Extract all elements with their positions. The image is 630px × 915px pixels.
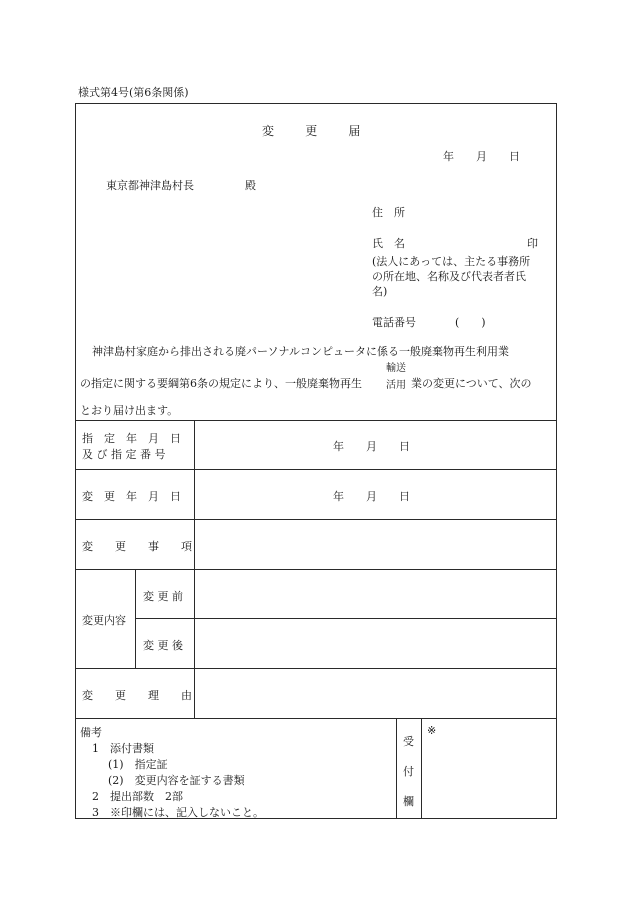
form-title: 変 更 届	[262, 124, 363, 138]
body-line3: とおり届け出ます。	[80, 404, 179, 417]
addressee-honorific: 殿	[245, 179, 256, 192]
row1-value: 年 月 日	[333, 440, 410, 453]
row2-value: 年 月 日	[333, 490, 410, 503]
reception-char3: 欄	[403, 795, 414, 808]
phone-label: 電話番号	[372, 316, 416, 329]
row1-label-b: 及 び 指 定 番 号	[82, 448, 166, 461]
form-number: 様式第4号(第6条関係)	[78, 86, 189, 99]
date-line: 年 月 日	[443, 150, 520, 163]
notes-item2: 2 提出部数 2部	[92, 790, 183, 803]
corporate-note-line2: の所在地、名称及び代表者者氏	[372, 270, 526, 283]
body-line1: 神津島村家庭から排出される廃パーソナルコンピュータに係る一般廃棄物再生利用業	[92, 345, 510, 358]
notes-item1: 1 添付書類	[92, 742, 154, 755]
notes-title: 備考	[80, 726, 102, 739]
row4-after-label: 変 更 後	[143, 639, 183, 652]
seal-mark: 印	[527, 237, 538, 250]
phone-parens: ( )	[455, 316, 486, 329]
address-label: 住 所	[372, 206, 405, 219]
notes-item1-sub2: (2) 変更内容を証する書類	[108, 774, 245, 787]
row5-label: 変 更 理 由	[82, 689, 192, 702]
row3-label: 変 更 事 項	[82, 540, 192, 553]
body-line2-after: 業の変更について、次の	[411, 377, 532, 390]
row2-label: 変 更 年 月 日	[82, 490, 181, 503]
corporate-note-line3: 名)	[372, 285, 388, 298]
row1-label-a: 指 定 年 月 日	[82, 432, 181, 445]
body-line2-before: の指定に関する要綱第6条の規定により、一般廃棄物再生	[80, 377, 362, 390]
furigana-bottom: 活用	[386, 380, 406, 391]
addressee: 東京都神津島村長	[106, 179, 194, 192]
notes-item1-sub1: (1) 指定証	[108, 758, 168, 771]
corporate-note-line1: (法人にあっては、主たる事務所	[372, 255, 531, 268]
row4-label: 変更内容	[82, 614, 126, 627]
notes-item3: 3 ※印欄には、記入しないこと。	[92, 806, 264, 819]
reception-char1: 受	[403, 735, 414, 748]
row4-before-label: 変 更 前	[143, 590, 183, 603]
reception-mark: ※	[427, 724, 437, 737]
reception-char2: 付	[403, 765, 414, 778]
furigana-top: 輸送	[386, 363, 406, 374]
name-label: 氏 名	[372, 237, 405, 250]
